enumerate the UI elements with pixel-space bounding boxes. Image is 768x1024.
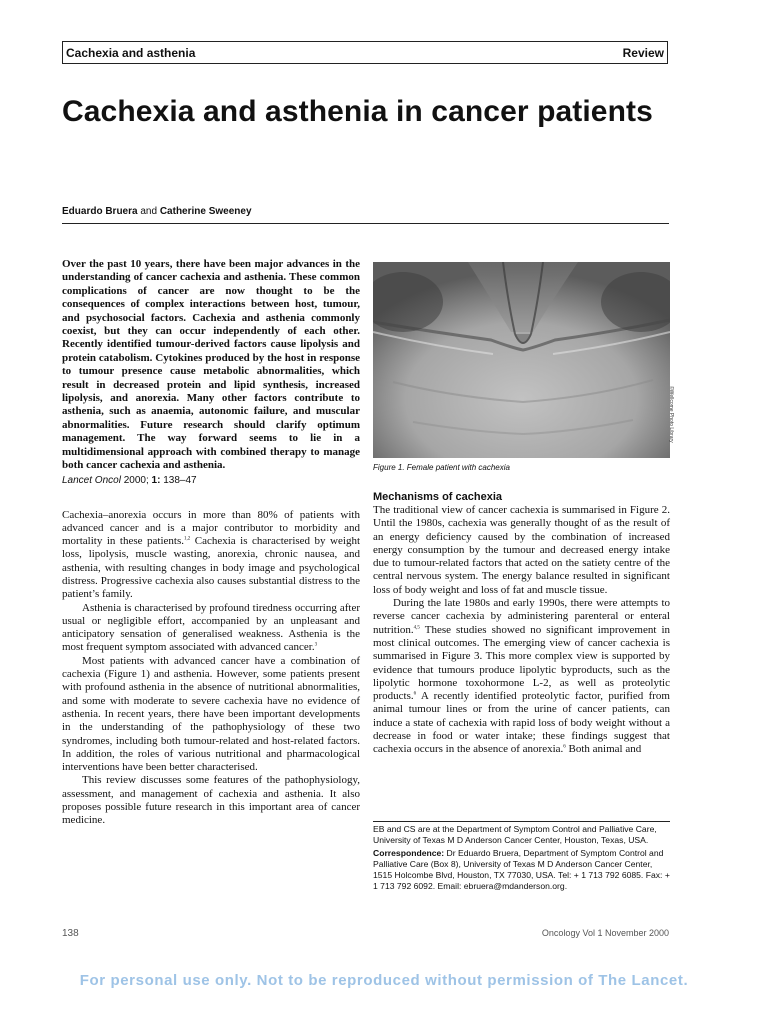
author-line (62, 206, 252, 217)
author-2: Catherine Sweeney (159, 206, 252, 217)
figure-caption: Figure 1. Female patient with cachexia (373, 463, 510, 472)
correspondence-label: Correspondence: (373, 848, 445, 858)
ref-superscript: 6 (413, 691, 417, 697)
running-header-type: Review (622, 45, 664, 60)
section-heading: Mechanisms of cachexia (373, 491, 503, 503)
citation-pages: 138–47 (160, 474, 197, 486)
ref-superscript: 6 (563, 744, 566, 750)
photo-credit: ©Wellcome Photo Library (668, 386, 674, 443)
affiliation-box (373, 821, 670, 892)
photo-illustration (373, 262, 670, 458)
figure-1-photo (373, 262, 670, 458)
article-title: Cachexia and asthenia in cancer patients (62, 95, 653, 128)
ref-superscript: 1,2 (183, 536, 191, 542)
citation-year: 2000; (120, 474, 152, 486)
page-number: 138 (62, 928, 79, 939)
section-paragraph-1: The traditional view of cancer cachexia is summarised in Figure 2. Until the 1980s, cachexia was generally thought of as the result of an energy deficiency caused by the combination of increased energy consumption by the tumour and decreased energy intake due to tumour-related factors that acted on the satiety centre of the central nervous system. The energy balance resulted in significant loss of body weight and loss of fat and muscle tissue. (373, 504, 670, 596)
abstract: Over the past 10 years, there have been major advances in the understanding of cancer cachexia and asthenia. These common complications of cancer are now thought to be the consequences of complex interactions between host, tumour, and psychosocial factors. Cachexia and asthenia commonly coexist, but they can occur independently of each other. Recently identified tumour-derived factors cause lipolysis and protein catabolism. Cytokines produced by the host in response to tumour presence cause metabolic abnormalities, which result in decreased protein and lipid synthesis, increased lipolysis, and anorexia. Many other factors contribute to asthenia, such as anaemia, autonomic failure, and muscular abnormalities. Future research should clarify optimum management. The way forward seems to lie in a multidimensional approach with combined therapy to manage both cancer cachexia and asthenia. (62, 258, 360, 472)
body-paragraph-2: Asthenia is characterised by profound tiredness occurring after usual or negligible effort, accompanied by an unpleasant and anticipatory sensation of generalised weakness. Asthenia is the most frequent symptom associated with advanced cancer.$^3$ (62, 601, 360, 654)
usage-watermark: For personal use only. Not to be reproduced without permission of The Lancet. (79, 972, 689, 989)
author-rule (62, 223, 669, 224)
author-conjunction: and (137, 206, 160, 217)
ref-superscript: 4,5 (413, 625, 420, 631)
body-paragraph-4: This review discusses some features of the pathophysiology, assessment, and management of cachexia and asthenia. It also proposes possible future research in this important area of cancer medicine. (62, 774, 360, 827)
right-column (373, 262, 670, 757)
body-paragraph-1: Cachexia–anorexia occurs in more than 80% of patients with advanced cancer and is a major contributor to morbidity and mortality in these patients.$^{1,2}$ Cachexia is characterised by weight loss, lipolysis, muscle wasting, anorexia, chronic nausea, and asthenia, with resulting changes in body image and psychological distress. Progressive cachexia also causes substantial distress to the patient’s family. (62, 508, 360, 601)
section-paragraph-2: During the late 1980s and early 1990s, there were attempts to reverse cancer cachexia by administering parenteral or enteral nutrition.$^{4,5}$ These studies showed no significant improvement in most clinical outcomes. The emerging view of cancer cachexia is summarised in Figure 3. This more complex view is supported by evidence that tumours produce lipolytic byproducts, such as the lipolytic hormone toxohormone L-2, as well as proteolytic products.$^6$ A recently identified proteolytic factor, purified from animal tumour lines or from the urine of cancer patients, can induce a state of cachexia with rapid loss of body weight without a decrease in food or water intake; these findings suggest that cachexia occurs in the absence of anorexia.$^6$ Both animal and (373, 597, 670, 756)
citation (62, 474, 360, 487)
correspondence-text: Correspondence: Dr Eduardo Bruera, Department of Symptom Control and Palliative Care (Box 8), University of Texas M D Anderson Cancer Center, 1515 Holcombe Blvd, Houston, TX 77030, USA. Tel: + 1 713 792 6085. Fax: + 1 713 792 6092. Email: ebruera@mdanderson.org. (373, 848, 670, 891)
running-header-section: Cachexia and asthenia (66, 45, 196, 60)
body-paragraph-3: Most patients with advanced cancer have a combination of cachexia (Figure 1) and asthenia. However, some patients present with profound asthenia in the absence of nutritional abnormalities, and some with moderate to severe cachexia have no evidence of asthenia. In recent years, there have been important developments in the understanding of the pathophysiology of these two syndromes, including both tumour-related and host-related factors. In addition, the roles of various nutritional and pharmacological interventions have been better characterised. (62, 654, 360, 774)
running-header (62, 41, 668, 64)
ref-superscript: 3 (314, 642, 318, 648)
affiliation-text: EB and CS are at the Department of Symptom Control and Palliative Care, University of Texas M D Anderson Cancer Center, Houston, Texas, USA. (373, 824, 657, 845)
left-column (62, 258, 360, 828)
author-1: Eduardo Bruera (62, 206, 138, 217)
citation-journal: Lancet Oncol (62, 474, 121, 486)
journal-issue: Oncology Vol 1 November 2000 (541, 928, 669, 938)
citation-volume: 1: (151, 474, 161, 486)
